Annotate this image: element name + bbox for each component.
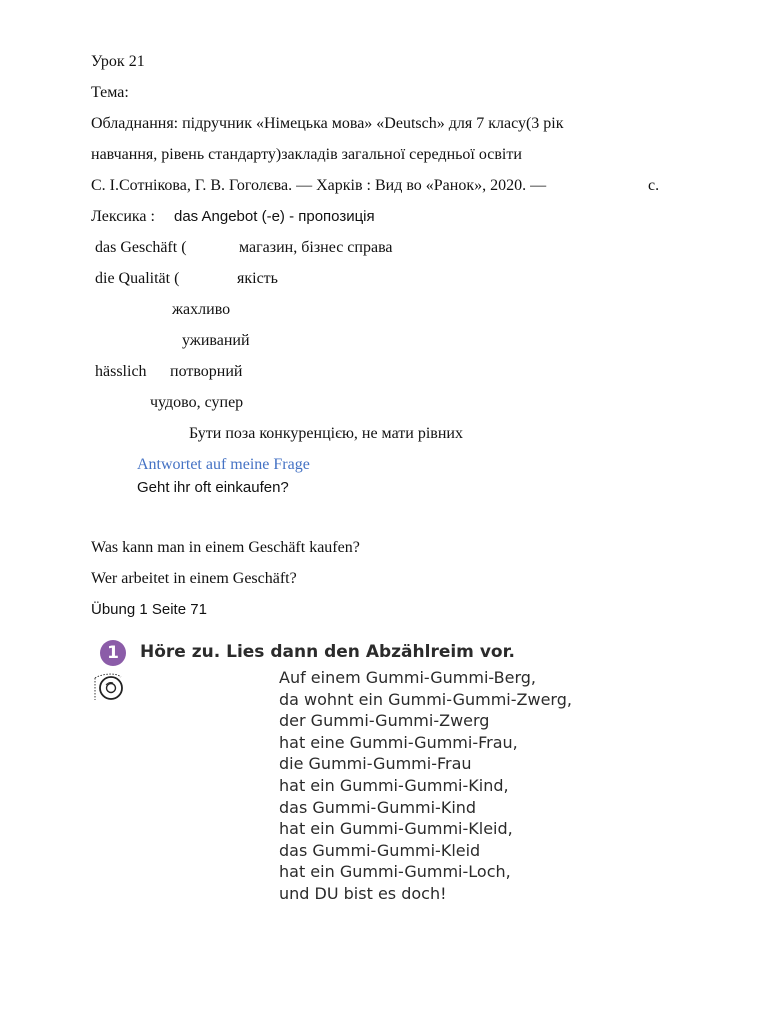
cd-audio-icon	[91, 671, 127, 703]
vocab-word-haesslich-de: hässlich	[95, 363, 147, 380]
rhyme-line: hat ein Gummi-Gummi-Kleid,	[279, 819, 513, 839]
vocab-word-great: чудово, супер	[150, 394, 244, 411]
rhyme-line: das Gummi-Gummi-Kleid	[279, 840, 481, 860]
rhyme-line: der Gummi-Gummi-Zwerg	[279, 711, 490, 731]
equipment-line-2: навчання, рівень стандарту)закладів загальної середньої освіти	[91, 146, 522, 163]
vocab-word-angebot: das Angebot (-e) - пропозиція	[174, 208, 375, 225]
rhyme-line: Auf einem Gummi-Gummi-Berg,	[279, 668, 536, 687]
question-shopping: Geht ihr oft einkaufen?	[137, 479, 289, 496]
exercise-instruction: Höre zu. Lies dann den Abzählreim vor.	[140, 642, 515, 662]
vocab-word-haesslich-uk: потворний	[170, 363, 243, 380]
counting-rhyme	[279, 667, 572, 905]
vocab-word-geschaeft-uk: магазин, бізнес справа	[239, 239, 393, 256]
vocab-word-used: уживаний	[182, 332, 250, 349]
rhyme-line: hat ein Gummi-Gummi-Loch,	[279, 862, 511, 882]
rhyme-line: hat eine Gummi-Gummi-Frau,	[279, 732, 518, 752]
exercise-number-badge: 1	[100, 640, 126, 666]
rhyme-line: hat ein Gummi-Gummi-Kind,	[279, 775, 509, 795]
textbook-authors: С. І.Сотнікова, Г. В. Гоголєва. — Харків : Вид во «Ранок», 2020. —	[91, 177, 547, 194]
question-buy: Was kann man in einem Geschäft kaufen?	[91, 539, 360, 556]
vocab-word-terrible: жахливо	[172, 301, 231, 318]
questions-heading: Antwortet auf meine Frage	[137, 456, 310, 473]
rhyme-line: da wohnt ein Gummi-Gummi-Zwerg,	[279, 689, 572, 709]
vocab-word-geschaeft-de: das Geschäft (	[95, 239, 187, 256]
page-count-suffix: с.	[648, 177, 660, 194]
lesson-number: Урок 21	[91, 53, 145, 70]
vocab-word-unrivaled: Бути поза конкуренцією, не мати рівних	[189, 425, 463, 442]
question-work: Wer arbeitet in einem Geschäft?	[91, 570, 297, 587]
topic-label: Тема:	[91, 84, 129, 101]
vocab-word-qualitaet-uk: якість	[237, 270, 278, 287]
equipment-line-1: Обладнання: підручник «Німецька мова» «Deutsch» для 7 класу(3 рік	[91, 115, 564, 132]
vocab-label: Лексика :	[91, 208, 155, 225]
rhyme-line: die Gummi-Gummi-Frau	[279, 754, 472, 774]
rhyme-line: und DU bist es doch!	[279, 883, 447, 903]
vocab-word-qualitaet-de: die Qualität (	[95, 270, 180, 287]
exercise-reference: Übung 1 Seite 71	[91, 601, 207, 618]
rhyme-line: das Gummi-Gummi-Kind	[279, 797, 477, 817]
